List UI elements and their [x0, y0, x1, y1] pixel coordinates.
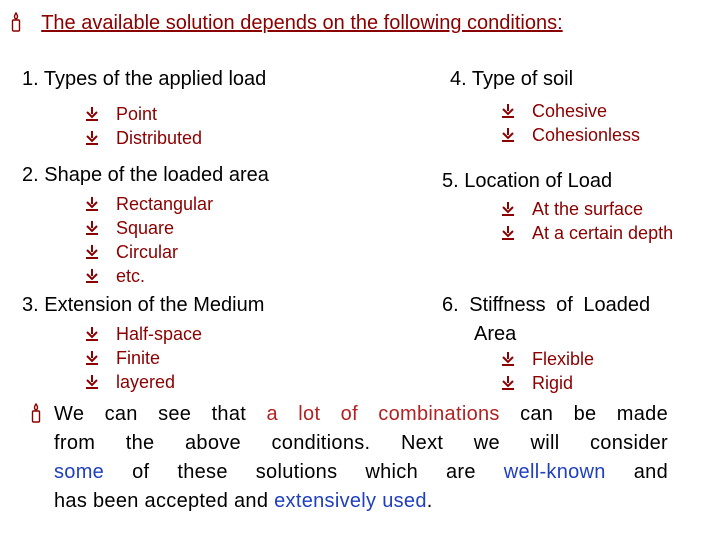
arrow-bar-icon [502, 202, 514, 216]
list-item: Finite [84, 346, 202, 370]
highlight-extensively-used: extensively used [274, 490, 427, 512]
list-item: Point [84, 102, 202, 126]
paragraph-line: from the above conditions. Next we will consider [54, 432, 668, 454]
paragraph-line: some of these solutions which are well-known and [54, 461, 668, 483]
arrow-bar-icon [502, 226, 514, 240]
list-item: Square [84, 216, 213, 240]
heading-soil: 4. Type of soil [450, 68, 574, 90]
arrow-bar-icon [502, 128, 514, 142]
list-soil [500, 99, 640, 147]
list-shape [84, 192, 213, 288]
list-item: layered [84, 370, 202, 394]
candle-icon [8, 12, 24, 32]
arrow-bar-icon [502, 376, 514, 390]
highlight-some: some [54, 461, 105, 483]
arrow-bar-icon [86, 107, 98, 121]
list-item: Rigid [500, 371, 594, 395]
list-item: At the surface [500, 197, 673, 221]
arrow-bar-icon [86, 351, 98, 365]
list-item: Cohesionless [500, 123, 640, 147]
heading-load-type: 1. Types of the applied load [22, 68, 267, 90]
arrow-bar-icon [86, 269, 98, 283]
heading-stiffness: 6. Stiffness of Loaded [442, 294, 651, 316]
arrow-bar-icon [86, 221, 98, 235]
arrow-bar-icon [502, 104, 514, 118]
list-item: etc. [84, 264, 213, 288]
list-load-type [84, 102, 202, 150]
list-stiffness [500, 347, 594, 395]
heading-stiffness-cont: Area [474, 323, 517, 345]
arrow-bar-icon [86, 327, 98, 341]
title-text: The available solution depends on the following conditions: [41, 12, 563, 34]
list-item: Flexible [500, 347, 594, 371]
arrow-bar-icon [86, 245, 98, 259]
highlight-well-known: well-known [503, 461, 606, 483]
list-item: Half-space [84, 322, 202, 346]
paragraph-line: has been accepted and extensively used. [54, 490, 433, 512]
heading-shape: 2. Shape of the loaded area [22, 164, 269, 186]
arrow-bar-icon [86, 375, 98, 389]
heading-location: 5. Location of Load [442, 170, 613, 192]
list-item: Cohesive [500, 99, 640, 123]
summary-paragraph [28, 400, 668, 516]
list-item: Circular [84, 240, 213, 264]
list-item: Rectangular [84, 192, 213, 216]
candle-icon [28, 403, 44, 423]
list-item: At a certain depth [500, 221, 673, 245]
list-item: Distributed [84, 126, 202, 150]
heading-extension: 3. Extension of the Medium [22, 294, 265, 316]
list-location [500, 197, 673, 245]
arrow-bar-icon [86, 197, 98, 211]
arrow-bar-icon [502, 352, 514, 366]
slide-title [8, 12, 563, 35]
highlight-combinations: a lot of combinations [266, 403, 500, 425]
paragraph-line: We can see that a lot of combinations can be made [28, 400, 668, 429]
arrow-bar-icon [86, 131, 98, 145]
list-extension [84, 322, 202, 394]
